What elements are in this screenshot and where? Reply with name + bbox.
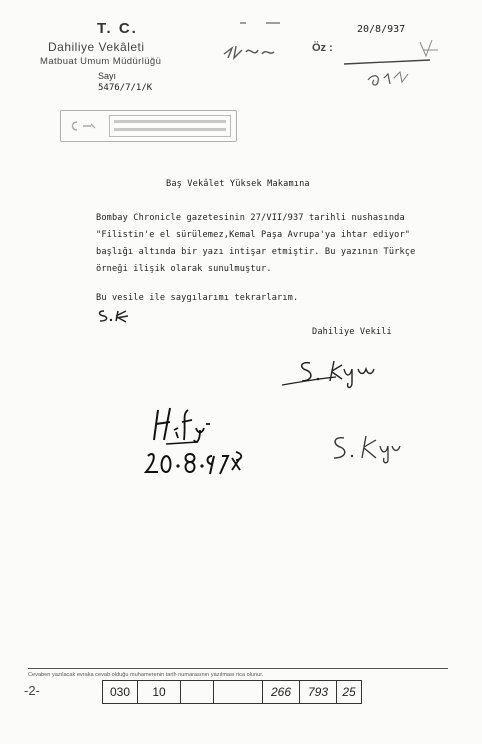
- department-name: Matbuat Umum Müdürlüğü: [40, 56, 162, 67]
- body-line-2: "Filistin'e el sürülemez,Kemal Paşa Avrupa'ya ihtar ediyor": [96, 230, 411, 240]
- faded-stamp: [60, 110, 237, 142]
- handwritten-date: [140, 446, 250, 480]
- footer-note: Cevaben yazılacak evraka cevab olduğu muhamerenin tarih numarasının yazılması rica olunur.: [28, 672, 264, 678]
- signature: [276, 355, 386, 395]
- archive-cell: 266: [262, 680, 300, 704]
- archive-cell: 10: [137, 680, 181, 704]
- body-line-1: Bombay Chronicle gazetesinin 27/VII/937 tarihli nushasında: [96, 213, 405, 223]
- archive-cell: 793: [299, 680, 337, 704]
- sayi-label: Sayı: [98, 71, 117, 81]
- closing-line: Bu vesile ile saygılarımı tekrarlarım.: [96, 293, 299, 303]
- handwritten-header-mark: [220, 40, 280, 64]
- stamp-inner-box: [109, 115, 231, 137]
- body-line-4: örneği ilişik olarak sunulmuştur.: [96, 264, 272, 274]
- stamp-mark-icon: [67, 118, 103, 134]
- archive-cell: [213, 680, 263, 704]
- handwritten-initials: [96, 305, 136, 325]
- page-marker: -2-: [24, 683, 40, 698]
- archive-cell: [180, 680, 214, 704]
- handwritten-oz-annotation: [334, 34, 444, 94]
- handwritten-hifzi-note: [148, 400, 218, 446]
- stamp-line: [114, 128, 226, 131]
- addressee: Baş Vekâlet Yüksek Makamına: [166, 179, 310, 189]
- footer-rule: [28, 668, 448, 669]
- stamp-line: [114, 120, 226, 123]
- signature-title: Dahiliye Vekili: [312, 327, 392, 337]
- letter-date: 20/8/937: [357, 24, 406, 35]
- archive-cell: 030: [102, 680, 138, 704]
- ministry-name: Dahiliye Vekâleti: [48, 40, 145, 54]
- body-line-3: başlığı altında bir yazı intişar etmiştir. Bu yazının Türkçe: [96, 247, 416, 257]
- header-tc: T. C.: [97, 20, 138, 37]
- header-dash-mark: [236, 18, 284, 28]
- oz-label: Öz :: [312, 42, 333, 54]
- signature-lower: [326, 430, 406, 466]
- sayi-value: 5476/7/1/K: [98, 83, 153, 93]
- archive-cell: 25: [336, 680, 362, 704]
